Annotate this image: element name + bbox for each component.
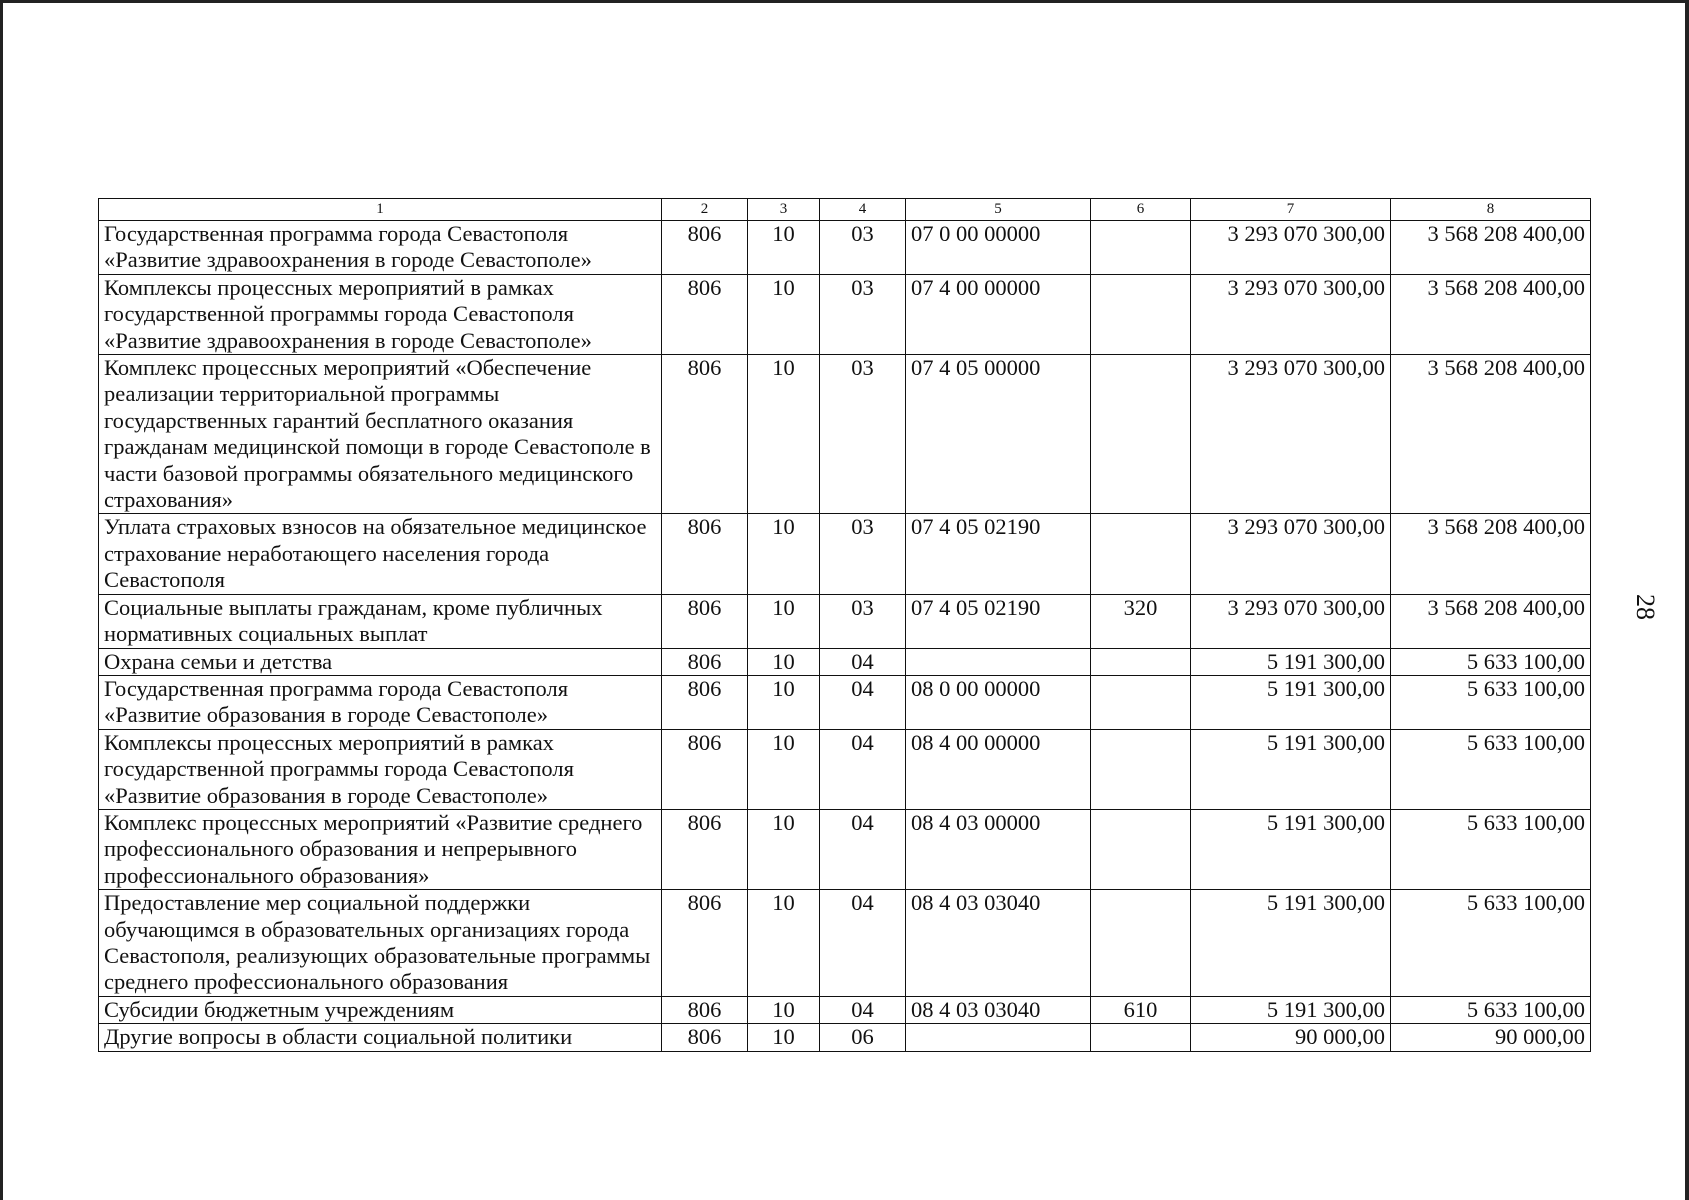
cell-name: Комплексы процессных мероприятий в рамках государственной программы города Севастополя «Развитие образования в городе Севастополе» [99, 729, 662, 809]
table-row [99, 890, 1591, 997]
header-col-2: 2 [662, 199, 748, 221]
cell-name: Комплекс процессных мероприятий «Развитие среднего профессионального образования и непрерывного профессионального образования» [99, 809, 662, 889]
cell-amount-year-2: 5 633 100,00 [1391, 809, 1591, 889]
cell-expense-type [1091, 221, 1191, 275]
cell-expense-type [1091, 729, 1191, 809]
table-row [99, 648, 1591, 675]
header-col-3: 3 [748, 199, 820, 221]
table-row [99, 274, 1591, 354]
cell-expense-type [1091, 355, 1191, 514]
table-row [99, 355, 1591, 514]
cell-expense-type [1091, 514, 1191, 594]
cell-amount-year-1: 5 191 300,00 [1191, 996, 1391, 1023]
cell-name: Уплата страховых взносов на обязательное медицинское страхование неработающего населения города Севастополя [99, 514, 662, 594]
cell-amount-year-2: 3 568 208 400,00 [1391, 514, 1591, 594]
cell-ministry-code: 806 [662, 809, 748, 889]
header-col-7: 7 [1191, 199, 1391, 221]
header-col-5: 5 [906, 199, 1091, 221]
cell-section: 10 [748, 514, 820, 594]
header-col-1: 1 [99, 199, 662, 221]
header-col-4: 4 [820, 199, 906, 221]
cell-amount-year-2: 3 568 208 400,00 [1391, 221, 1591, 275]
cell-ministry-code: 806 [662, 594, 748, 648]
cell-section: 10 [748, 274, 820, 354]
cell-amount-year-2: 3 568 208 400,00 [1391, 355, 1591, 514]
cell-subsection: 03 [820, 274, 906, 354]
cell-section: 10 [748, 890, 820, 997]
cell-name: Предоставление мер социальной поддержки обучающимся в образовательных организациях города Севастополя, реализующих образовательные программы среднего профессионального образования [99, 890, 662, 997]
cell-ministry-code: 806 [662, 996, 748, 1023]
cell-amount-year-2: 5 633 100,00 [1391, 648, 1591, 675]
cell-target-article: 07 0 00 00000 [906, 221, 1091, 275]
cell-expense-type [1091, 809, 1191, 889]
cell-section: 10 [748, 996, 820, 1023]
cell-amount-year-1: 3 293 070 300,00 [1191, 274, 1391, 354]
cell-expense-type [1091, 890, 1191, 997]
cell-amount-year-2: 3 568 208 400,00 [1391, 594, 1591, 648]
cell-name: Другие вопросы в области социальной политики [99, 1024, 662, 1051]
cell-subsection: 03 [820, 221, 906, 275]
cell-amount-year-2: 5 633 100,00 [1391, 729, 1591, 809]
table-body [99, 199, 1591, 1052]
cell-amount-year-1: 3 293 070 300,00 [1191, 594, 1391, 648]
table-row [99, 809, 1591, 889]
cell-subsection: 03 [820, 355, 906, 514]
table-row [99, 996, 1591, 1023]
scan-edge-left [0, 0, 3, 1200]
cell-amount-year-2: 5 633 100,00 [1391, 890, 1591, 997]
cell-subsection: 04 [820, 675, 906, 729]
cell-amount-year-1: 5 191 300,00 [1191, 809, 1391, 889]
scan-edge-top [0, 0, 1689, 3]
cell-subsection: 06 [820, 1024, 906, 1051]
cell-target-article: 07 4 00 00000 [906, 274, 1091, 354]
cell-subsection: 03 [820, 514, 906, 594]
cell-subsection: 04 [820, 996, 906, 1023]
table-row [99, 514, 1591, 594]
cell-target-article: 07 4 05 02190 [906, 514, 1091, 594]
cell-amount-year-1: 3 293 070 300,00 [1191, 355, 1391, 514]
cell-section: 10 [748, 809, 820, 889]
cell-ministry-code: 806 [662, 221, 748, 275]
cell-target-article: 08 4 00 00000 [906, 729, 1091, 809]
cell-target-article: 08 4 03 00000 [906, 809, 1091, 889]
cell-target-article [906, 1024, 1091, 1051]
cell-target-article: 08 4 03 03040 [906, 996, 1091, 1023]
cell-name: Социальные выплаты гражданам, кроме публичных нормативных социальных выплат [99, 594, 662, 648]
cell-ministry-code: 806 [662, 890, 748, 997]
header-row [99, 199, 1591, 221]
cell-section: 10 [748, 729, 820, 809]
cell-subsection: 04 [820, 648, 906, 675]
cell-name: Комплексы процессных мероприятий в рамках государственной программы города Севастополя «Развитие здравоохранения в городе Севастополе» [99, 274, 662, 354]
cell-section: 10 [748, 594, 820, 648]
cell-section: 10 [748, 648, 820, 675]
cell-expense-type [1091, 675, 1191, 729]
cell-amount-year-1: 5 191 300,00 [1191, 890, 1391, 997]
cell-amount-year-2: 3 568 208 400,00 [1391, 274, 1591, 354]
cell-subsection: 04 [820, 890, 906, 997]
cell-amount-year-2: 5 633 100,00 [1391, 675, 1591, 729]
cell-target-article: 08 4 03 03040 [906, 890, 1091, 997]
cell-amount-year-1: 5 191 300,00 [1191, 729, 1391, 809]
cell-section: 10 [748, 221, 820, 275]
cell-target-article [906, 648, 1091, 675]
cell-subsection: 04 [820, 729, 906, 809]
header-col-6: 6 [1091, 199, 1191, 221]
cell-expense-type [1091, 648, 1191, 675]
cell-name: Охрана семьи и детства [99, 648, 662, 675]
cell-target-article: 07 4 05 00000 [906, 355, 1091, 514]
cell-expense-type [1091, 274, 1191, 354]
cell-ministry-code: 806 [662, 648, 748, 675]
cell-amount-year-1: 3 293 070 300,00 [1191, 514, 1391, 594]
cell-expense-type: 610 [1091, 996, 1191, 1023]
cell-expense-type [1091, 1024, 1191, 1051]
cell-ministry-code: 806 [662, 1024, 748, 1051]
table-row [99, 729, 1591, 809]
budget-table [98, 198, 1591, 1052]
table-row [99, 675, 1591, 729]
cell-section: 10 [748, 675, 820, 729]
cell-ministry-code: 806 [662, 274, 748, 354]
header-col-8: 8 [1391, 199, 1591, 221]
cell-amount-year-1: 90 000,00 [1191, 1024, 1391, 1051]
cell-ministry-code: 806 [662, 355, 748, 514]
cell-section: 10 [748, 355, 820, 514]
table-row [99, 1024, 1591, 1051]
cell-amount-year-1: 3 293 070 300,00 [1191, 221, 1391, 275]
cell-expense-type: 320 [1091, 594, 1191, 648]
table-row [99, 221, 1591, 275]
cell-amount-year-2: 90 000,00 [1391, 1024, 1591, 1051]
page-number: 28 [1631, 594, 1660, 620]
cell-ministry-code: 806 [662, 675, 748, 729]
cell-amount-year-2: 5 633 100,00 [1391, 996, 1591, 1023]
cell-name: Комплекс процессных мероприятий «Обеспечение реализации территориальной программы государственных гарантий бесплатного оказания гражданам медицинской помощи в городе Севастополе в части базовой программы обязательного медицинского страхования» [99, 355, 662, 514]
cell-subsection: 04 [820, 809, 906, 889]
cell-section: 10 [748, 1024, 820, 1051]
cell-target-article: 08 0 00 00000 [906, 675, 1091, 729]
cell-name: Государственная программа города Севастополя «Развитие здравоохранения в городе Севастополе» [99, 221, 662, 275]
table-row [99, 594, 1591, 648]
cell-subsection: 03 [820, 594, 906, 648]
scan-edge-right [1685, 0, 1689, 1200]
cell-name: Государственная программа города Севастополя «Развитие образования в городе Севастополе» [99, 675, 662, 729]
cell-target-article: 07 4 05 02190 [906, 594, 1091, 648]
cell-name: Субсидии бюджетным учреждениям [99, 996, 662, 1023]
cell-ministry-code: 806 [662, 729, 748, 809]
cell-ministry-code: 806 [662, 514, 748, 594]
cell-amount-year-1: 5 191 300,00 [1191, 675, 1391, 729]
cell-amount-year-1: 5 191 300,00 [1191, 648, 1391, 675]
